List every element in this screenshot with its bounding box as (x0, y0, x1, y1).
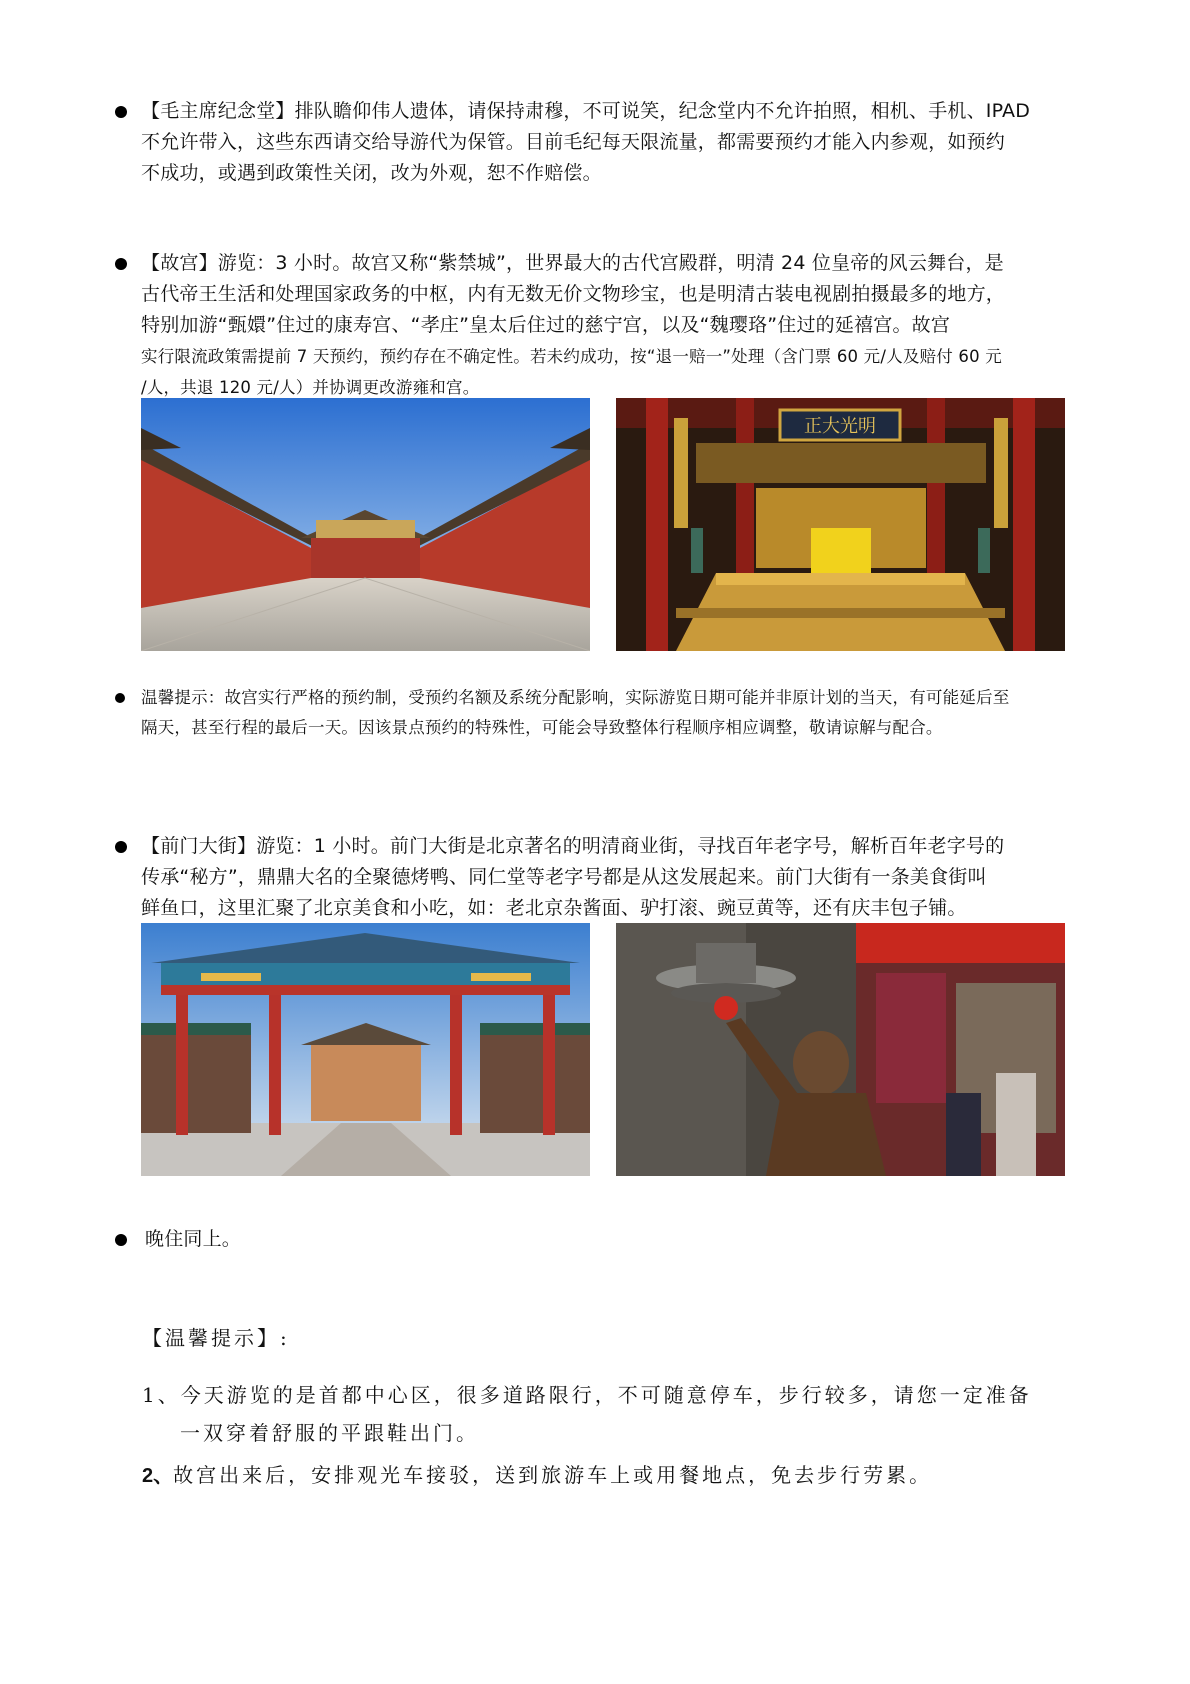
tip-line (142, 1376, 1092, 1414)
text-line: 古代帝王生活和处理国家政务的中枢，内有无数无价文物珍宝，也是明清古装电视剧拍摄最多的地方， (141, 283, 1006, 305)
bullet-dot (115, 1234, 127, 1246)
overnight-section (115, 1224, 1075, 1255)
qianmen-paragraph (141, 831, 1075, 924)
text-line: 隔天，甚至行程的最后一天。因该景点预约的特殊性，可能会导致整体行程顺序相应调整，敬请谅解与配合。 (141, 718, 943, 737)
text-line: 【前门大街】游览：1 小时。前门大街是北京著名的明清商业街，寻找百年老字号，解析百年老字号的 (141, 835, 1005, 857)
qianmen-street-photo (616, 923, 1065, 1176)
tip-item-1 (142, 1376, 1092, 1452)
forbidden-city-paragraph (141, 248, 1075, 403)
mausoleum-section (115, 96, 1075, 189)
qianmen-archway-photo (141, 923, 590, 1176)
tip-text: 今天游览的是首都中心区，很多道路限行，不可随意停车，步行较多，请您一定准备 (180, 1383, 1032, 1407)
placard-text: 正大光明 (804, 416, 876, 437)
forbidden-city-section (115, 248, 1075, 403)
reminder-paragraph (141, 683, 1075, 743)
text-line: 鲜鱼口，这里汇聚了北京美食和小吃，如：老北京杂酱面、驴打滚、豌豆黄等，还有庆丰包子铺。 (141, 897, 967, 919)
text-line: 不成功，或遇到政策性关闭，改为外观，恕不作赔偿。 (141, 162, 602, 184)
tips-heading: 【温馨提示】: (142, 1326, 290, 1350)
text-line: 晚住同上。 (145, 1228, 242, 1250)
bullet-dot (115, 258, 127, 270)
overnight-paragraph (145, 1224, 1075, 1255)
text-line: /人，共退 120 元/人）并协调更改游雍和宫。 (141, 378, 480, 397)
text-line: 特别加游“甄嬛”住过的康寿宫、“孝庄”皇太后住过的慈宁宫，以及“魏璎珞”住过的延禧宫。故宫 (141, 314, 951, 336)
tip-line: 一双穿着舒服的平跟鞋出门。 (180, 1421, 479, 1445)
tip-text: 故宫出来后，安排观光车接驳，送到旅游车上或用餐地点，免去步行劳累。 (173, 1463, 933, 1487)
tip-number: 2、 (142, 1465, 174, 1487)
qianmen-section (115, 831, 1075, 924)
tip-line (142, 1456, 1092, 1495)
text-line: 【毛主席纪念堂】排队瞻仰伟人遗体，请保持肃穆，不可说笑，纪念堂内不允许拍照，相机、手机、IPAD (141, 100, 1031, 122)
mausoleum-paragraph (141, 96, 1075, 189)
text-line: 温馨提示：故宫实行严格的预约制，受预约名额及系统分配影响，实际游览日期可能并非原计划的当天，有可能延后至 (141, 688, 1010, 707)
reminder-section (115, 683, 1075, 743)
text-line: 实行限流政策需提前 7 天预约，预约存在不确定性。若未约成功，按“退一赔一”处理（含门票 60 元/人及赔付 60 元 (141, 347, 1002, 366)
text-line: 传承“秘方”，鼎鼎大名的全聚德烤鸭、同仁堂等老字号都是从这发展起来。前门大街有一条美食街叫 (141, 866, 987, 888)
throne-hall-photo (616, 398, 1065, 651)
bullet-dot (115, 106, 127, 118)
bullet-dot (115, 841, 127, 853)
bullet-dot (115, 693, 125, 703)
tip-item-2 (142, 1456, 1092, 1495)
meridian-gate-photo (141, 398, 590, 651)
tip-number: 1、 (142, 1383, 181, 1407)
text-line: 【故宫】游览：3 小时。故宫又称“紫禁城”，世界最大的古代宫殿群，明清 24 位皇帝的风云舞台，是 (141, 252, 1004, 274)
text-line: 不允许带入，这些东西请交给导游代为保管。目前毛纪每天限流量，都需要预约才能入内参观，如预约 (141, 131, 1006, 153)
tips-block (142, 1322, 1092, 1351)
